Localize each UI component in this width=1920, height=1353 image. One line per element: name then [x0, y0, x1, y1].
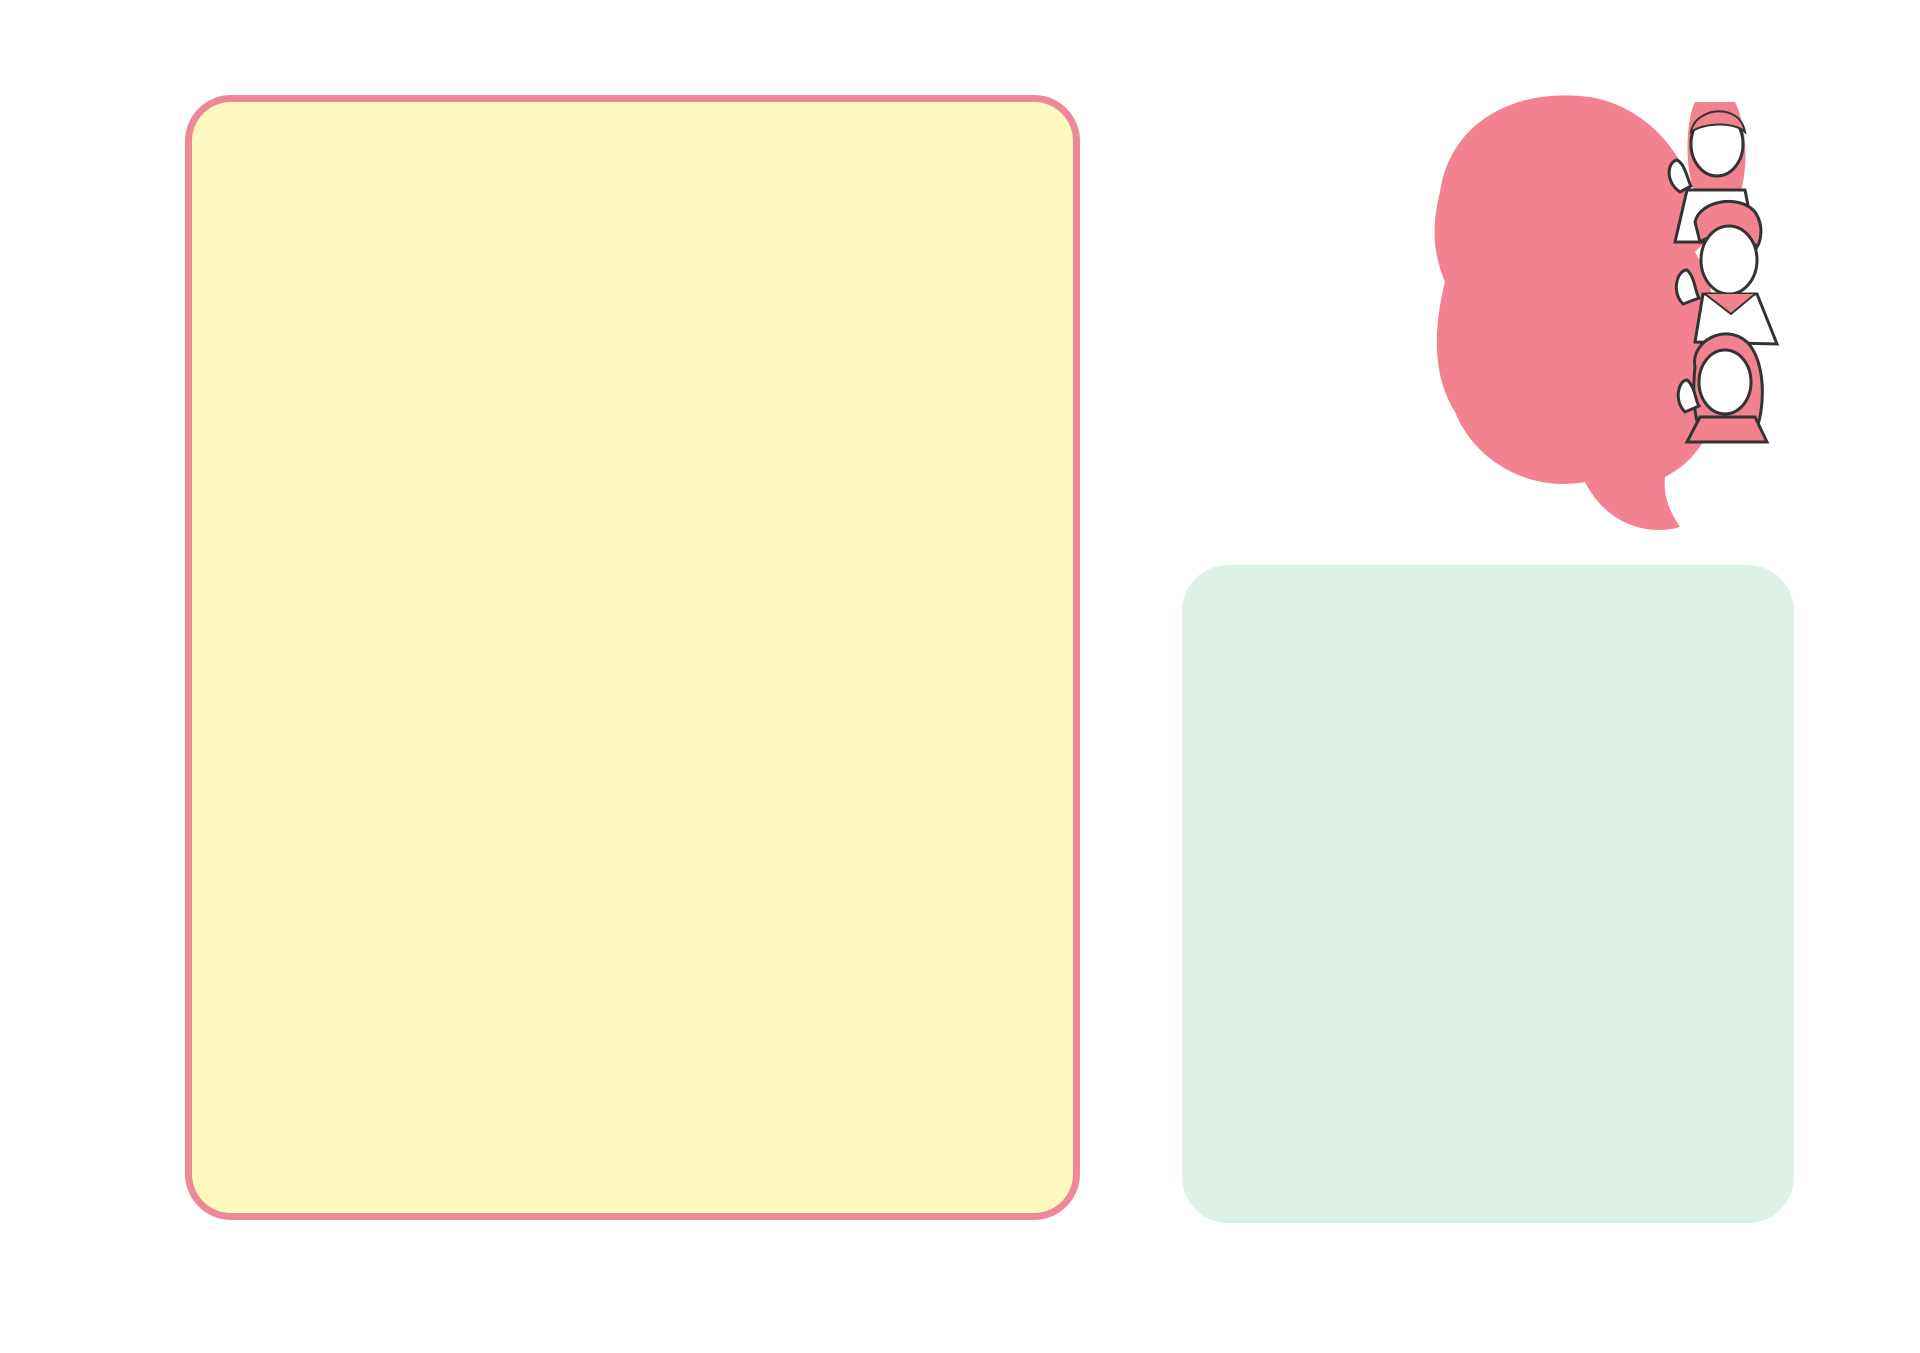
question-body [1244, 665, 1684, 1185]
question-box [1182, 565, 1794, 1223]
answer-box [185, 95, 1080, 1220]
page-footer [1827, 1272, 1845, 1305]
intro-text [1168, 92, 1368, 512]
answer-body-top [343, 172, 903, 732]
header-title [1455, 115, 1675, 495]
answer-body-bottom [458, 687, 1038, 1197]
